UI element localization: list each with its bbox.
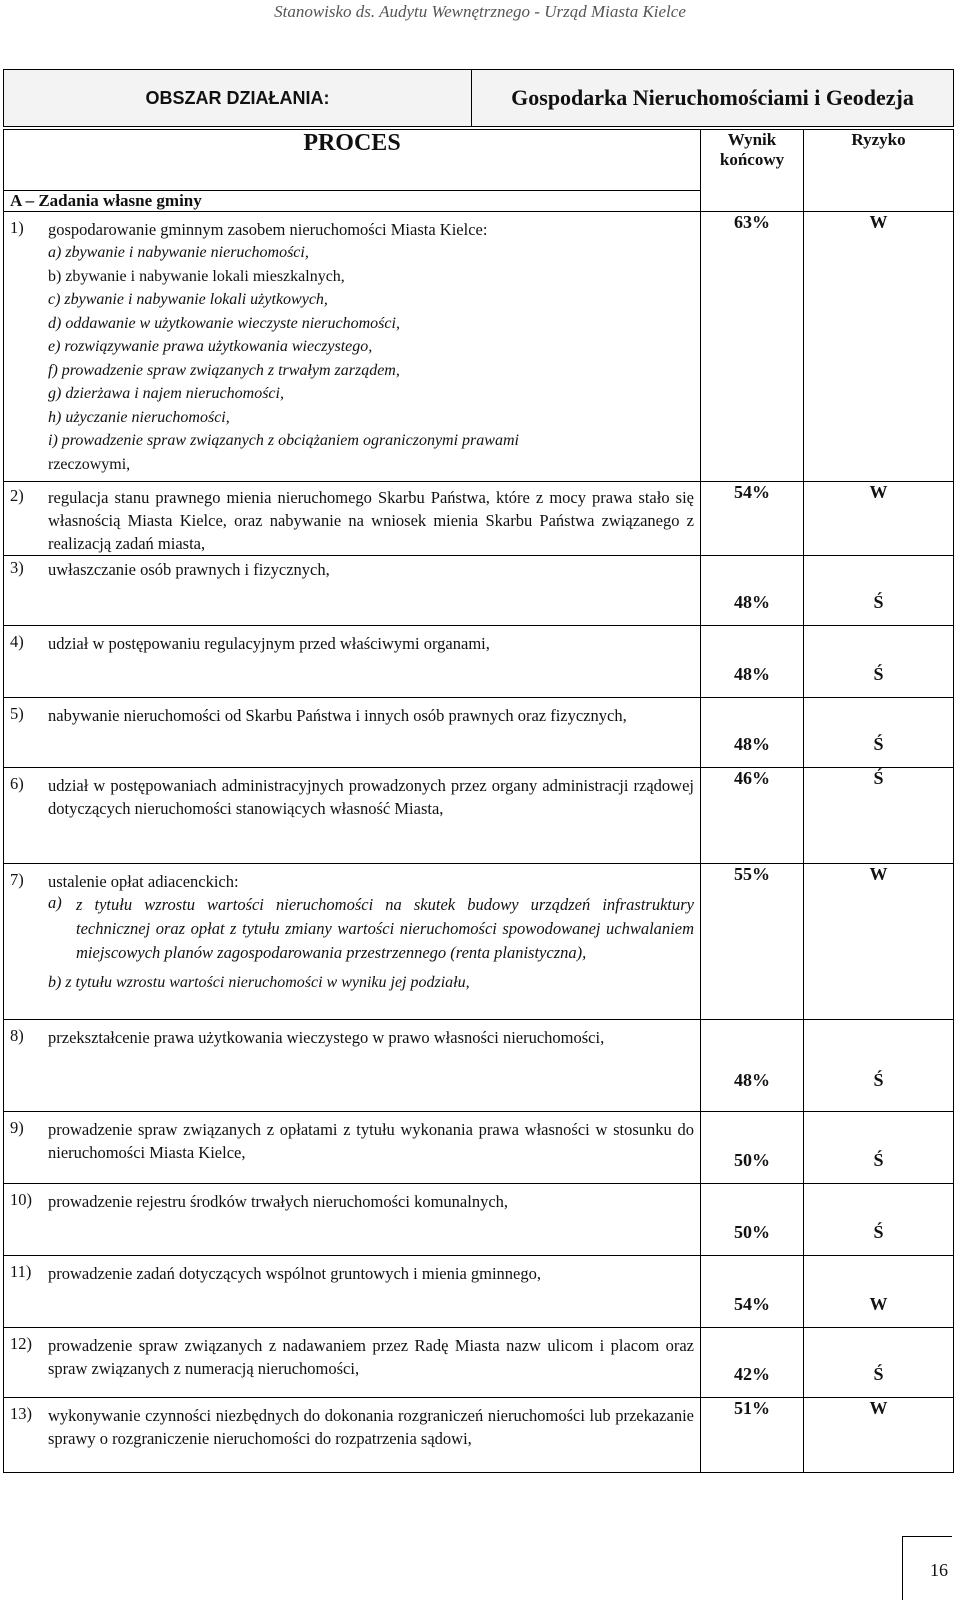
area-label: OBSZAR DZIAŁANIA:	[4, 70, 472, 126]
result-value: 63%	[701, 212, 804, 482]
risk-value: W	[804, 864, 954, 1020]
row-number: 7)	[10, 870, 24, 889]
sub-item: f) prowadzenie spraw związanych z trwałym zarządem,	[48, 361, 400, 379]
row-text: gospodarowanie gminnym zasobem nieruchomości Miasta Kielce:	[48, 220, 488, 239]
sub-item: i) prowadzenie spraw związanych z obciążaniem ograniczonymi prawami	[48, 432, 519, 449]
sub-item: b) zbywanie i nabywanie lokali mieszkalnych,	[48, 267, 345, 285]
sub-item: e) rozwiązywanie prawa użytkowania wieczystego,	[48, 338, 373, 355]
sub-item: rzeczowymi,	[48, 455, 131, 473]
sub-item: h) użyczanie nieruchomości,	[48, 408, 230, 426]
table-row	[4, 1398, 954, 1473]
row-text: ustalenie opłat adiacenckich:	[48, 872, 239, 891]
page-number-rule	[902, 1536, 952, 1537]
table-row	[4, 626, 954, 698]
row-text: przekształcenie prawa użytkowania wieczystego w prawo własności nieruchomości,	[48, 1028, 605, 1047]
risk-value: Ś	[804, 698, 954, 768]
table-row	[4, 1328, 954, 1398]
risk-value: Ś	[804, 1328, 954, 1398]
page-number-rule	[902, 1536, 903, 1600]
risk-value: Ś	[804, 556, 954, 626]
risk-value: W	[804, 482, 954, 556]
sub-item: a) zbywanie i nabywanie nieruchomości,	[48, 244, 309, 261]
risk-value: Ś	[804, 1112, 954, 1184]
table-row	[4, 1184, 954, 1256]
result-value: 54%	[701, 1256, 804, 1328]
result-value: 42%	[701, 1328, 804, 1398]
sub-item: c) zbywanie i nabywanie lokali użytkowych,	[48, 291, 328, 308]
sub-item: g) dzierżawa i najem nieruchomości,	[48, 385, 284, 402]
row-text: wykonywanie czynności niezbędnych do dokonania rozgraniczeń nieruchomości lub przekazanie sprawy o rozgraniczenie nieruchomości do rozpatrzenia sądowi,	[48, 1406, 694, 1448]
result-value: 50%	[701, 1184, 804, 1256]
page-number: 16	[930, 1560, 948, 1580]
result-value: 50%	[701, 1112, 804, 1184]
risk-value: Ś	[804, 1184, 954, 1256]
running-header: Stanowisko ds. Audytu Wewnętrznego - Urząd Miasta Kielce	[274, 2, 686, 21]
table-row	[4, 768, 954, 864]
proces-header: PROCES	[4, 130, 701, 191]
result-value: 46%	[701, 768, 804, 864]
process-table	[3, 129, 954, 1473]
row-number: 8)	[10, 1026, 24, 1045]
table-row	[4, 1020, 954, 1112]
row-number: 1)	[10, 218, 24, 237]
row-number: 13)	[10, 1404, 32, 1423]
row-text: udział w postępowaniu regulacyjnym przed właściwymi organami,	[48, 634, 490, 653]
result-value: 48%	[701, 626, 804, 698]
row-number: 3)	[10, 558, 24, 577]
area-value: Gospodarka Nieruchomościami i Geodezja	[511, 85, 914, 110]
risk-value: Ś	[804, 1020, 954, 1112]
result-value: 48%	[701, 556, 804, 626]
row-number: 4)	[10, 632, 24, 651]
row-number: 10)	[10, 1190, 32, 1209]
table-row	[4, 698, 954, 768]
table-row	[4, 1112, 954, 1184]
row-text: prowadzenie rejestru środków trwałych nieruchomości komunalnych,	[48, 1192, 509, 1211]
row-text: nabywanie nieruchomości od Skarbu Państwa i innych osób prawnych oraz fizycznych,	[48, 706, 627, 725]
row-text: prowadzenie spraw związanych z opłatami z tytułu wykonania prawa własności w stosunku do nieruchomości Miasta Kielce,	[48, 1120, 694, 1162]
result-value: 54%	[701, 482, 804, 556]
table-row	[4, 864, 954, 1020]
table-row	[4, 212, 954, 482]
result-value: 48%	[701, 1020, 804, 1112]
row-text: uwłaszczanie osób prawnych i fizycznych,	[48, 560, 330, 579]
result-value: 55%	[701, 864, 804, 1020]
risk-value: W	[804, 1398, 954, 1473]
table-row	[4, 482, 954, 556]
sub-item: b) z tytułu wzrostu wartości nieruchomości w wyniku jej podziału,	[48, 974, 470, 991]
section-title: A – Zadania własne gminy	[4, 191, 701, 212]
table-row	[4, 1256, 954, 1328]
row-number: 9)	[10, 1118, 24, 1137]
sub-item: d) oddawanie w użytkowanie wieczyste nieruchomości,	[48, 314, 400, 332]
sub-item: z tytułu wzrostu wartości nieruchomości na skutek budowy urządzeń infrastruktury technicznej oraz opłat z tytułu zmiany wartości nieruchomości spowodowanej uchwalaniem miejscowych planów zagospodarowania przestrzennego (renta planistyczna),	[76, 895, 694, 962]
risk-header: Ryzyko	[804, 130, 954, 212]
risk-value: Ś	[804, 768, 954, 864]
sub-item-label: a)	[48, 893, 62, 912]
row-number: 5)	[10, 704, 24, 723]
row-text: regulacja stanu prawnego mienia nieruchomego Skarbu Państwa, które z mocy prawa stało się własnością Miasta Kielce, oraz nabywanie na wniosek mienia Skarbu Państwa związanego z realizacją zadań miasta,	[48, 488, 694, 553]
area-header	[3, 69, 954, 127]
risk-value: W	[804, 1256, 954, 1328]
row-number: 6)	[10, 774, 24, 793]
risk-value: W	[804, 212, 954, 482]
result-header: Wynik końcowy	[701, 130, 804, 212]
row-number: 11)	[10, 1262, 32, 1281]
table-row	[4, 556, 954, 626]
result-value: 48%	[701, 698, 804, 768]
row-text: prowadzenie spraw związanych z nadawaniem przez Radę Miasta nazw ulicom i placom oraz spraw związanych z numeracją nieruchomości,	[48, 1336, 694, 1378]
risk-value: Ś	[804, 626, 954, 698]
row-text: udział w postępowaniach administracyjnych prowadzonych przez organy administracji rządowej dotyczących nieruchomości stanowiących własność Miasta,	[48, 776, 694, 818]
row-number: 2)	[10, 486, 24, 505]
row-number: 12)	[10, 1334, 32, 1353]
result-value: 51%	[701, 1398, 804, 1473]
row-text: prowadzenie zadań dotyczących wspólnot gruntowych i mienia gminnego,	[48, 1264, 542, 1283]
